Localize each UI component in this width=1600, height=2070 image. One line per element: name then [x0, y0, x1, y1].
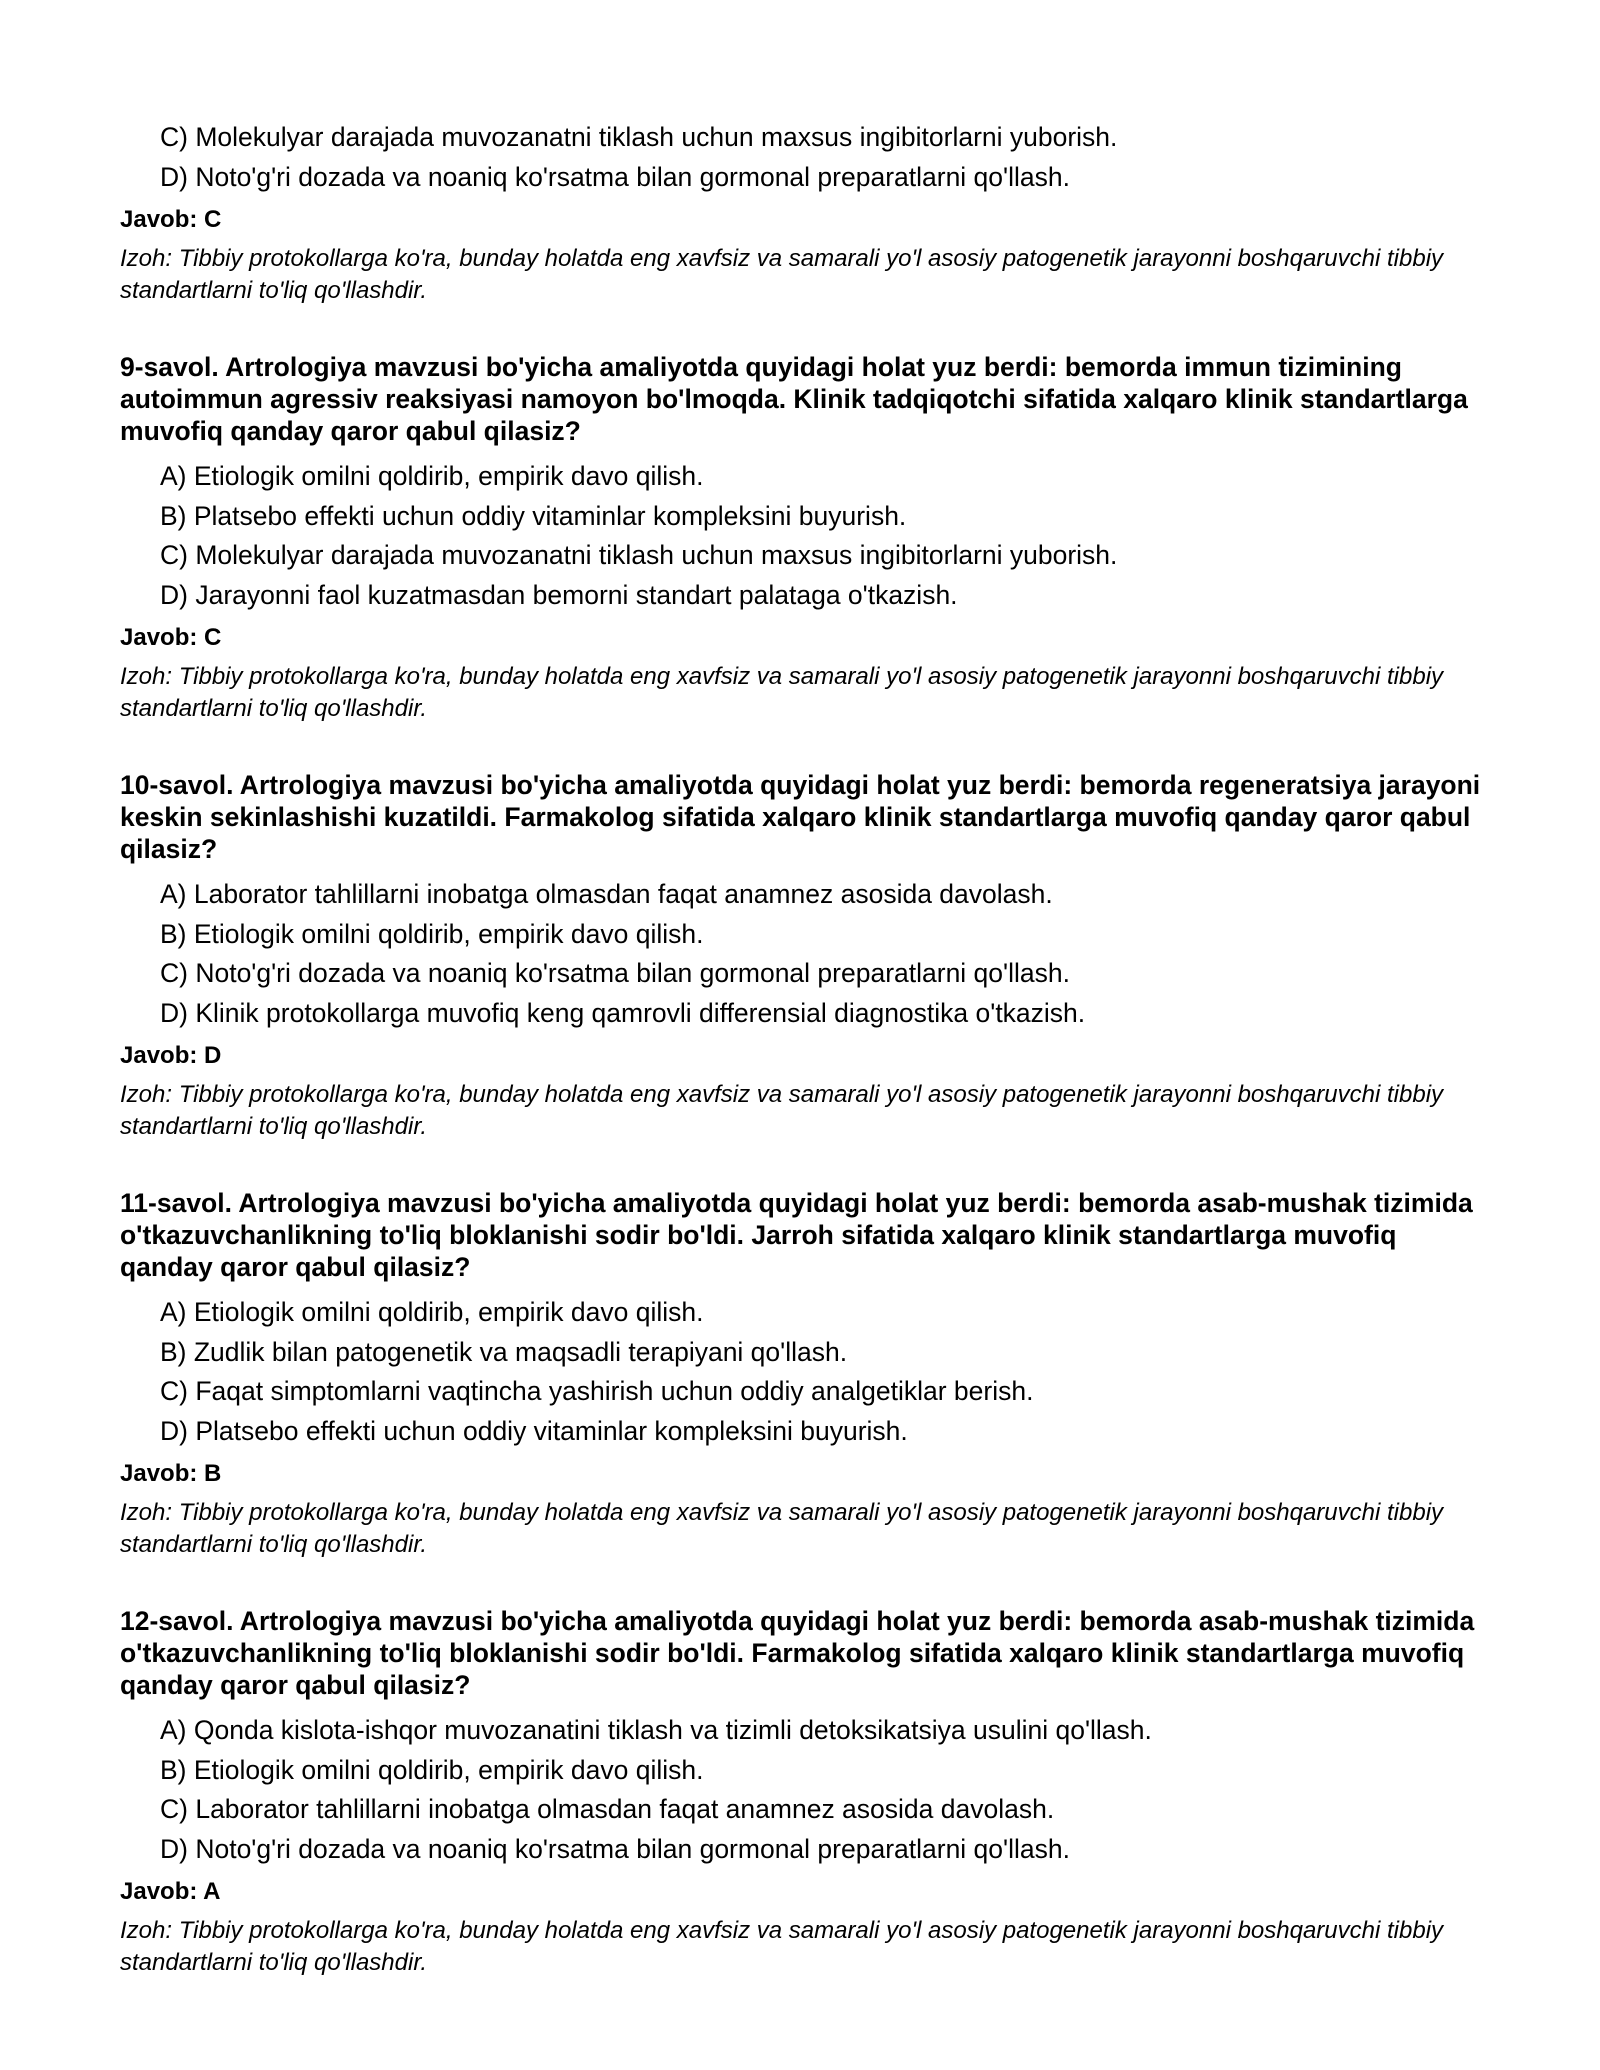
option-a: A) Laborator tahlillarni inobatga olmasdan faqat anamnez asosida davolash.: [160, 879, 1053, 909]
correct-answer: Javob: A: [120, 1878, 221, 1905]
option-d: D) Klinik protokollarga muvofiq keng qamrovli differensial diagnostika o'tkazish.: [160, 997, 1086, 1028]
option-c: C) Faqat simptomlarni vaqtincha yashirish uchun oddiy analgetiklar berish.: [160, 1376, 1034, 1406]
option-b: B) Platsebo effekti uchun oddiy vitaminlar kompleksini buyurish.: [160, 500, 907, 531]
question-title: 12-savol. Artrologiya mavzusi bo'yicha amaliyotda quyidagi holat yuz berdi: bemorda asab-mushak tizimida o'tkazuvchanlikning to'liq bloklanishi sodir bo'ldi. Farmakolog sifatida xalqaro klinik standartlarga muvofiq qanday qaror qabul qilasiz?: [120, 1606, 1475, 1700]
option-c: C) Noto'g'ri dozada va noaniq ko'rsatma bilan gormonal preparatlarni qo'llash.: [160, 958, 1070, 988]
question-block-12: [120, 1605, 1490, 1979]
option-d: D) Jarayonni faol kuzatmasdan bemorni standart palataga o'tkazish.: [160, 579, 958, 610]
option-b: B) Zudlik bilan patogenetik va maqsadli terapiyani qo'llash.: [160, 1336, 848, 1367]
question-block-9: [120, 351, 1490, 725]
option-c: C) Molekulyar darajada muvozanatni tiklash uchun maxsus ingibitorlarni yuborish.: [160, 540, 1118, 570]
answer-options: [120, 118, 1490, 197]
question-title: 10-savol. Artrologiya mavzusi bo'yicha amaliyotda quyidagi holat yuz berdi: bemorda regeneratsiya jarayoni keskin sekinlashishi kuzatildi. Farmakolog sifatida xalqaro klinik standartlarga muvofiq qanday qaror qabul qilasiz?: [120, 770, 1481, 864]
answer-options: [120, 457, 1490, 615]
option-c: C) Laborator tahlillarni inobatga olmasdan faqat anamnez asosida davolash.: [160, 1794, 1055, 1824]
option-c: C) Molekulyar darajada muvozanatni tiklash uchun maxsus ingibitorlarni yuborish.: [160, 122, 1118, 152]
question-block-10: [120, 769, 1490, 1143]
option-a: A) Etiologik omilni qoldirib, empirik davo qilish.: [160, 1297, 704, 1327]
option-a: A) Qonda kislota-ishqor muvozanatini tiklash va tizimli detoksikatsiya usulini qo'llash.: [160, 1715, 1152, 1745]
correct-answer: Javob: C: [120, 624, 222, 651]
option-d: D) Noto'g'ri dozada va noaniq ko'rsatma bilan gormonal preparatlarni qo'llash.: [160, 161, 1070, 192]
question-title: 9-savol. Artrologiya mavzusi bo'yicha amaliyotda quyidagi holat yuz berdi: bemorda immun tizimining autoimmun agressiv reaksiyasi namoyon bo'lmoqda. Klinik tadqiqotchi sifatida xalqaro klinik standartlarga muvofiq qanday qaror qabul qilasiz?: [120, 352, 1468, 446]
correct-answer: Javob: C: [120, 206, 222, 233]
explanation-note: Izoh: Tibbiy protokollarga ko'ra, bunday holatda eng xavfsiz va samarali yo'l asosiy patogenetik jarayonni boshqaruvchi tibbiy standartlarni to'liq qo'llashdir.: [120, 663, 1444, 722]
explanation-note: Izoh: Tibbiy protokollarga ko'ra, bunday holatda eng xavfsiz va samarali yo'l asosiy patogenetik jarayonni boshqaruvchi tibbiy standartlarni to'liq qo'llashdir.: [120, 245, 1444, 304]
explanation-note: Izoh: Tibbiy protokollarga ko'ra, bunday holatda eng xavfsiz va samarali yo'l asosiy patogenetik jarayonni boshqaruvchi tibbiy standartlarni to'liq qo'llashdir.: [120, 1917, 1444, 1976]
option-a: A) Etiologik omilni qoldirib, empirik davo qilish.: [160, 461, 704, 491]
explanation-note: Izoh: Tibbiy protokollarga ko'ra, bunday holatda eng xavfsiz va samarali yo'l asosiy patogenetik jarayonni boshqaruvchi tibbiy standartlarni to'liq qo'llashdir.: [120, 1081, 1444, 1140]
answer-options: [120, 875, 1490, 1033]
answer-options: [120, 1293, 1490, 1451]
answer-options: [120, 1711, 1490, 1869]
question-block-8-continuation: [120, 118, 1490, 307]
option-d: D) Platsebo effekti uchun oddiy vitaminlar kompleksini buyurish.: [160, 1415, 908, 1446]
correct-answer: Javob: D: [120, 1042, 222, 1069]
question-title: 11-savol. Artrologiya mavzusi bo'yicha amaliyotda quyidagi holat yuz berdi: bemorda asab-mushak tizimida o'tkazuvchanlikning to'liq bloklanishi sodir bo'ldi. Jarroh sifatida xalqaro klinik standartlarga muvofiq qanday qaror qabul qilasiz?: [120, 1188, 1473, 1282]
option-b: B) Etiologik omilni qoldirib, empirik davo qilish.: [160, 1754, 704, 1785]
question-block-11: [120, 1187, 1490, 1561]
document-page: [120, 120, 1490, 2023]
option-d: D) Noto'g'ri dozada va noaniq ko'rsatma bilan gormonal preparatlarni qo'llash.: [160, 1833, 1070, 1864]
explanation-note: Izoh: Tibbiy protokollarga ko'ra, bunday holatda eng xavfsiz va samarali yo'l asosiy patogenetik jarayonni boshqaruvchi tibbiy standartlarni to'liq qo'llashdir.: [120, 1499, 1444, 1558]
option-b: B) Etiologik omilni qoldirib, empirik davo qilish.: [160, 918, 704, 949]
correct-answer: Javob: B: [120, 1460, 222, 1487]
